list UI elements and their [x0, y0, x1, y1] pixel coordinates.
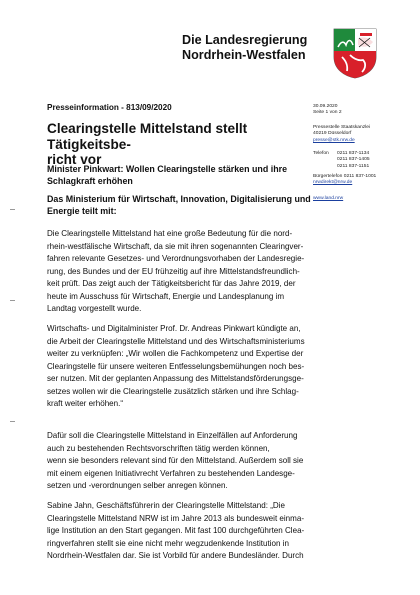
- subtitle-line2: Schlagkraft erhöhen: [47, 175, 133, 186]
- paragraph-line: mit einem eigenen Initiativrecht Verfahren zu bestehenden Landesge-: [47, 468, 295, 478]
- paragraph-line: auch zu bestehenden Rechtsvorschriften tätig werden können,: [47, 443, 270, 453]
- press-email-link[interactable]: presse@stk.nrw.de: [313, 137, 355, 143]
- sidebar-phone-block: [313, 151, 370, 170]
- paragraph-line: fahren relevante Gesetzes- und Verordnungsvorhaben der Landesregie-: [47, 254, 305, 263]
- header-title-line2: Nordrhein-Westfalen: [182, 48, 306, 62]
- body-paragraph-1: [47, 228, 322, 316]
- paragraph-line: rung, des Bundes und der EU frühzeitig auf ihre Mittelstandsfreundlich-: [47, 266, 300, 276]
- paragraph-line: kraft weiter erhöhen.“: [47, 399, 124, 408]
- paragraph-line: Wirtschafts- und Digitalminister Prof. Dr. Andreas Pinkwart kündigte an,: [47, 324, 301, 333]
- phone-number: 0211 837-1151: [337, 163, 370, 169]
- paragraph-line: Landtag vorgestellt wurde.: [47, 304, 142, 313]
- punch-mark: [10, 300, 15, 301]
- fold-mark: [10, 421, 15, 422]
- paragraph-line: setzes wollen wir die Clearingstelle zusätzlich stärken und ihre Schlag-: [47, 386, 299, 396]
- paragraph-line: wenn sie besonders relevant sind für den Mittelstand. Außerdem soll sie: [47, 456, 304, 465]
- body-paragraph-4: [47, 500, 322, 563]
- paragraph-line: Clearingstelle für unsere weiteren Entfesselungsbemühungen noch bes-: [47, 361, 305, 371]
- paragraph-line: ser nutzen. Mit der geplanten Anpassung des Mittelstandsförderungsge-: [47, 374, 304, 383]
- paragraph-line: rhein-westfälische Wirtschaft, da sie mit ihren sogenannten Clearingver-: [47, 241, 304, 251]
- body-paragraph-2: [47, 323, 322, 411]
- fold-mark: [10, 209, 15, 210]
- paragraph-line: die Arbeit der Clearingstelle Mittelstand und des Wirtschaftsministeriums: [47, 336, 305, 346]
- ministry-intro-line1: Das Ministerium für Wirtschaft, Innovation, Digitalisierung und: [47, 194, 311, 204]
- subtitle: [47, 164, 299, 187]
- sidebar-date-block: [313, 104, 342, 117]
- paragraph-line: Sabine Jahn, Geschäftsführerin der Clearingstelle Mittelstand: „Die: [47, 501, 285, 510]
- ministry-intro-line2: Energie teilt mit:: [47, 205, 117, 216]
- header-title-line1: Die Landesregierung: [182, 33, 308, 47]
- paragraph-line: Nordrhein-Westfalen dar. Sie ist Vorbild für andere Bundesländer. Durch: [47, 551, 304, 560]
- subtitle-line1: Minister Pinkwart: Wollen Clearingstelle stärken und ihre: [47, 164, 288, 174]
- page-title: [47, 121, 299, 168]
- page-count: Seite 1 von 2: [313, 110, 342, 116]
- release-date: 30.09.2020: [313, 104, 338, 109]
- paragraph-line: lige Institution an den Start gegangen. Mit fast 100 durchgeführten Clea-: [47, 526, 305, 535]
- phone-number: 0211 837-1134: [337, 151, 370, 156]
- government-header: [182, 33, 307, 63]
- paragraph-line: heute im Ausschuss für Wirtschaft, Energie und Landesplanung im: [47, 291, 285, 301]
- phone-label: Telefon: [313, 151, 329, 156]
- paragraph-line: setzen und -verordnungen selber anregen können.: [47, 481, 228, 490]
- citizen-email-link[interactable]: nrwdirekt@nrw.de: [313, 180, 353, 186]
- press-info-number: Presseinformation - 813/09/2020: [47, 103, 172, 112]
- title-line2: richt vor: [47, 152, 102, 167]
- paragraph-line: Dafür soll die Clearingstelle Mittelstand in Einzelfällen auf Anforderung: [47, 431, 298, 440]
- citizen-phone: Bürgertelefon 0211 837-1001: [313, 174, 377, 179]
- title-line1: Clearingstelle Mittelstand stellt Tätigkeitsbe-: [47, 121, 248, 152]
- nrw-coat-of-arms-icon: [332, 27, 378, 79]
- ministry-intro: [47, 194, 317, 217]
- sidebar-address: [313, 125, 370, 144]
- phone-number: 0211 837-1405: [337, 157, 370, 163]
- paragraph-line: Clearingstelle Mittelstand NRW ist im Jahre 2013 als bundesweit einma-: [47, 513, 305, 523]
- paragraph-line: Die Clearingstelle Mittelstand hat eine große Bedeutung für die nord-: [47, 229, 293, 238]
- paragraph-line: ringverfahren stellt sie eine nicht mehr wegzudenkende Institution in: [47, 538, 289, 548]
- office-city: 40219 Düsseldorf: [313, 131, 352, 137]
- sidebar-citizen-phone: [313, 174, 376, 187]
- paragraph-line: weiter zu verknüpfen: „Wir wollen die Fachkompetenz und Expertise der: [47, 349, 304, 358]
- press-office: Pressestelle Staatskanzlei: [313, 125, 371, 130]
- body-paragraph-3: [47, 430, 322, 493]
- website-link[interactable]: www.land.nrw: [313, 196, 344, 201]
- paragraph-line: keit prüft. Das zeigt auch der Tätigkeitsbericht für das Jahre 2019, der: [47, 279, 296, 288]
